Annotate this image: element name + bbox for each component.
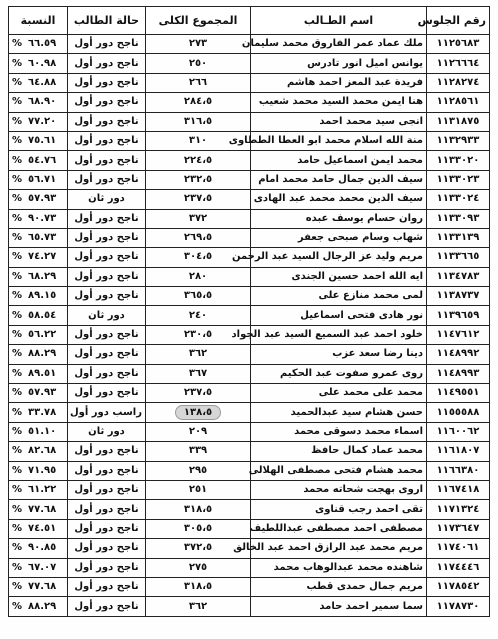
student-name-cell: سيف الدين جمال حامد محمد امام — [251, 170, 427, 189]
total-score-cell: ٢٤٠ — [146, 306, 251, 325]
percentage-value: ٧٧.٢٠ — [28, 115, 57, 127]
seat-number-cell: ١١٧٤٤٤٦ — [427, 558, 490, 577]
percentage-value: ٧١.٩٥ — [28, 464, 57, 476]
total-score-cell: ٢٧٥ — [146, 558, 251, 577]
table-row — [9, 248, 490, 267]
student-name-cell: محمد عماد كمال حافظ — [251, 442, 427, 461]
total-score-cell: ٢٣٧،٥ — [146, 384, 251, 403]
total-score-cell: ٢٦٦ — [146, 73, 251, 92]
table-row — [9, 151, 490, 170]
student-name-cell: مريم محمد عبد الرازق احمد عبد الخالق — [251, 539, 427, 558]
table-row — [9, 558, 490, 577]
percent-sign: % — [12, 232, 23, 244]
percentage-cell — [9, 112, 68, 131]
table-row — [9, 480, 490, 499]
percentage-value: ٥١.١٠ — [28, 426, 57, 437]
total-score-cell: ٣٦٢ — [146, 597, 251, 616]
seat-number-cell: ١١٦١٨٠٧ — [427, 442, 490, 461]
student-status-cell: ناجح دور أول — [68, 519, 146, 538]
student-status-cell: ناجح دور أول — [68, 287, 146, 306]
student-name-cell: محمد هشام فتحى مصطفى الهلالى — [251, 461, 427, 480]
student-status-cell: ناجح دور أول — [68, 364, 146, 383]
table-row — [9, 170, 490, 189]
percentage-cell — [9, 248, 68, 267]
header-seat-number: رقم الجلوس — [427, 7, 490, 35]
table-row — [9, 131, 490, 150]
total-score-cell: ٢٣٢،٥ — [146, 170, 251, 189]
percentage-value: ٥٨.٥٤ — [28, 309, 57, 321]
student-name-cell: منة الله اسلام محمد ابو العطا الططاوى — [251, 131, 427, 150]
total-score-cell: ٢٧٣ — [146, 35, 251, 54]
seat-number-cell: ١١٤٩٥٥١ — [427, 384, 490, 403]
student-name-cell: مصطفى احمد مصطفى عبداللطيف — [251, 519, 427, 538]
percent-sign: % — [12, 503, 23, 515]
table-row — [9, 461, 490, 480]
percentage-cell — [9, 480, 68, 499]
percentage-cell — [9, 306, 68, 325]
student-status-cell: دور ثان — [68, 190, 146, 209]
student-name-cell: محمد على محمد على — [251, 384, 427, 403]
total-score-cell: ٣٠٥،٥ — [146, 519, 251, 538]
table-row — [9, 93, 490, 112]
percentage-value: ٨٨.٢٩ — [28, 348, 57, 360]
student-status-cell: ناجح دور أول — [68, 558, 146, 577]
percentage-cell — [9, 597, 68, 616]
percent-sign: % — [12, 193, 23, 205]
student-status-cell: ناجح دور أول — [68, 112, 146, 131]
table-row — [9, 500, 490, 519]
student-status-cell: ناجح دور أول — [68, 248, 146, 267]
seat-number-cell: ١١٣٣١٣٩ — [427, 228, 490, 247]
percentage-value: ٧٤.٢٧ — [28, 251, 57, 263]
seat-number-cell: ١١٣٨٧٣٧ — [427, 287, 490, 306]
percentage-cell — [9, 325, 68, 344]
percentage-value: ٥٧.٩٣ — [28, 193, 57, 205]
seat-number-cell: ١١٦٦٣٨٠ — [427, 461, 490, 480]
table-row — [9, 228, 490, 247]
percentage-cell — [9, 500, 68, 519]
seat-number-cell: ١١٤٧٦١٢ — [427, 325, 490, 344]
student-status-cell: ناجح دور أول — [68, 228, 146, 247]
student-name-cell: سما سمير احمد حامد — [251, 597, 427, 616]
percent-sign: % — [12, 135, 23, 147]
table-row — [9, 384, 490, 403]
table-row — [9, 325, 490, 344]
student-name-cell: مريم وليد عز الرجال السيد عبد الرحمن — [251, 248, 427, 267]
seat-number-cell: ١١٣٣٦٦٥ — [427, 248, 490, 267]
total-score-cell: ٣١٨،٥ — [146, 500, 251, 519]
highlighted-total-score: ١٣٨،٥ — [175, 405, 221, 420]
percent-sign: % — [12, 38, 23, 50]
header-row — [9, 7, 490, 35]
percent-sign: % — [12, 96, 23, 108]
percent-sign: % — [12, 348, 23, 360]
percentage-cell — [9, 519, 68, 538]
seat-number-cell: ١١٢٥٦٨٣ — [427, 35, 490, 54]
total-score-cell: ٢٣٧،٥ — [146, 190, 251, 209]
total-score-cell: ٣٦٢ — [146, 345, 251, 364]
percentage-cell — [9, 54, 68, 73]
percent-sign: % — [12, 270, 23, 282]
student-status-cell: ناجح دور أول — [68, 539, 146, 558]
student-status-cell: ناجح دور أول — [68, 35, 146, 54]
student-name-cell: لمى محمد منازع على — [251, 287, 427, 306]
student-status-cell: ناجح دور أول — [68, 325, 146, 344]
percentage-cell — [9, 442, 68, 461]
percentage-cell — [9, 345, 68, 364]
percent-sign: % — [12, 542, 23, 554]
seat-number-cell: ١١٧٨٧٣٠ — [427, 597, 490, 616]
table-row — [9, 287, 490, 306]
percentage-cell — [9, 287, 68, 306]
percentage-cell — [9, 267, 68, 286]
table-row — [9, 306, 490, 325]
student-name-cell: شاهنده محمد عبدالوهاب محمد — [251, 558, 427, 577]
student-status-cell: ناجح دور أول — [68, 170, 146, 189]
percentage-value: ٦٥.٧٣ — [28, 232, 57, 244]
student-name-cell: ملك عماد عمر الفاروق محمد سليمان — [251, 35, 427, 54]
header-percentage: النسبة — [9, 7, 68, 35]
percentage-value: ٨٩.١٥ — [28, 290, 57, 302]
student-status-cell: ناجح دور أول — [68, 597, 146, 616]
student-name-cell: دينا رضا سعد عزب — [251, 345, 427, 364]
table-row — [9, 403, 490, 422]
percentage-value: ٥٦.٢٢ — [28, 329, 57, 341]
student-status-cell: ناجح دور أول — [68, 442, 146, 461]
percent-sign: % — [12, 426, 23, 437]
total-score-cell: ٢٠٩ — [146, 422, 251, 441]
percentage-value: ٦٧.٠٧ — [28, 561, 57, 573]
results-body — [9, 35, 490, 617]
percent-sign: % — [12, 173, 23, 185]
percentage-value: ٨٩.٥١ — [28, 367, 57, 379]
percent-sign: % — [12, 387, 23, 399]
percent-sign: % — [12, 76, 23, 88]
student-name-cell: حسن هشام سيد عبدالحميد — [251, 403, 427, 422]
seat-number-cell: ١١٣٣٠٢٤ — [427, 190, 490, 209]
seat-number-cell: ١١٤٨٩٩٢ — [427, 345, 490, 364]
seat-number-cell: ١١٣١٨٧٥ — [427, 112, 490, 131]
percent-sign: % — [12, 600, 23, 612]
student-name-cell: سيف الدين محمد محمد عبد الهادى — [251, 190, 427, 209]
percent-sign: % — [12, 212, 23, 224]
student-name-cell: ايه الله احمد حسين الجندى — [251, 267, 427, 286]
percentage-cell — [9, 73, 68, 92]
table-row — [9, 539, 490, 558]
student-name-cell: فريدة عبد المعز احمد هاشم — [251, 73, 427, 92]
percent-sign: % — [12, 581, 23, 593]
seat-number-cell: ١١٣٣٠٢٠ — [427, 151, 490, 170]
seat-number-cell: ١١٢٨٥٦١ — [427, 93, 490, 112]
results-sheet — [8, 6, 489, 617]
student-status-cell: ناجح دور أول — [68, 345, 146, 364]
seat-number-cell: ١١٥٥٥٨٨ — [427, 403, 490, 422]
student-status-cell: ناجح دور أول — [68, 461, 146, 480]
percentage-cell — [9, 577, 68, 596]
table-row — [9, 422, 490, 441]
percentage-value: ٧٧.٦٨ — [28, 503, 57, 515]
student-name-cell: محمد ايمن اسماعيل حامد — [251, 151, 427, 170]
percentage-value: ٦٨.٩٠ — [28, 96, 57, 108]
total-score-cell: ٢٨٤،٥ — [146, 93, 251, 112]
student-name-cell: شهاب وسام صبحى جعفر — [251, 228, 427, 247]
header-student-name: اسم الطـالب — [251, 7, 427, 35]
total-score-cell: ٢٢٤،٥ — [146, 151, 251, 170]
total-score-cell: ٢٨٠ — [146, 267, 251, 286]
percentage-cell — [9, 461, 68, 480]
student-status-cell: ناجح دور أول — [68, 577, 146, 596]
total-score-cell: ٣٣٩ — [146, 442, 251, 461]
percent-sign: % — [12, 290, 23, 302]
percentage-value: ٧٧.٦٨ — [28, 581, 57, 593]
student-name-cell: اسماء محمد دسوقى محمد — [251, 422, 427, 441]
percentage-value: ٦٦.٥٩ — [28, 38, 57, 50]
percent-sign: % — [12, 484, 23, 496]
percentage-value: ٧٤.٥١ — [28, 522, 57, 534]
table-row — [9, 35, 490, 54]
total-score-cell: ٣٦٧ — [146, 364, 251, 383]
table-row — [9, 190, 490, 209]
student-status-cell: ناجح دور أول — [68, 500, 146, 519]
student-name-cell: مريم جمال حمدى قطب — [251, 577, 427, 596]
table-row — [9, 597, 490, 616]
percent-sign: % — [12, 154, 23, 166]
percentage-value: ٥٦.٧١ — [28, 173, 57, 185]
total-score-cell: ٢٦٩،٥ — [146, 228, 251, 247]
percentage-value: ٧٥.٦١ — [28, 135, 57, 147]
total-score-cell: ٣١٦،٥ — [146, 112, 251, 131]
total-score-cell: ٢٥١ — [146, 480, 251, 499]
percentage-cell — [9, 131, 68, 150]
seat-number-cell: ١١٤٨٩٩٣ — [427, 364, 490, 383]
percent-sign: % — [12, 561, 23, 573]
student-status-cell: ناجح دور أول — [68, 209, 146, 228]
percentage-cell — [9, 151, 68, 170]
table-row — [9, 209, 490, 228]
percent-sign: % — [12, 309, 23, 321]
student-name-cell: نور هادى فتحى اسماعيل — [251, 306, 427, 325]
percentage-value: ٥٧.٩٣ — [28, 387, 57, 399]
student-status-cell: ناجح دور أول — [68, 151, 146, 170]
seat-number-cell: ١١٧١٣٢٤ — [427, 500, 490, 519]
total-score-cell: ٣٧٢،٥ — [146, 539, 251, 558]
seat-number-cell: ١١٧٤٠٦١ — [427, 539, 490, 558]
student-name-cell: تقى احمد رجب قناوى — [251, 500, 427, 519]
percentage-cell — [9, 364, 68, 383]
total-score-cell: ٢٩٥ — [146, 461, 251, 480]
table-row — [9, 519, 490, 538]
student-status-cell: ناجح دور أول — [68, 384, 146, 403]
total-score-cell: ٣١٠ — [146, 131, 251, 150]
seat-number-cell: ١١٧٣٦٤٧ — [427, 519, 490, 538]
seat-number-cell: ١١٣٤٧٨٣ — [427, 267, 490, 286]
percent-sign: % — [12, 464, 23, 476]
percentage-cell — [9, 384, 68, 403]
percentage-cell — [9, 422, 68, 441]
student-name-cell: خلود احمد عبد السميع السيد عبد الجواد — [251, 325, 427, 344]
student-name-cell: انجى سيد محمد احمد — [251, 112, 427, 131]
percentage-value: ٩٠.٨٥ — [28, 542, 57, 554]
percentage-cell — [9, 539, 68, 558]
table-row — [9, 442, 490, 461]
seat-number-cell: ١١٣٢٩٣٣ — [427, 131, 490, 150]
percent-sign: % — [12, 57, 23, 69]
student-name-cell: اروى بهجت شحاته محمد — [251, 480, 427, 499]
student-status-cell: ناجح دور أول — [68, 267, 146, 286]
percentage-cell — [9, 190, 68, 209]
seat-number-cell: ١١٢٦٦٦٤ — [427, 54, 490, 73]
seat-number-cell: ١١٦٧٤١٨ — [427, 480, 490, 499]
percentage-cell — [9, 558, 68, 577]
total-score-cell: ٣٧٢ — [146, 209, 251, 228]
percentage-value: ٣٣.٧٨ — [28, 406, 57, 418]
percentage-cell — [9, 403, 68, 422]
percentage-cell — [9, 209, 68, 228]
seat-number-cell: ١١٦٠٠٦٢ — [427, 422, 490, 441]
percent-sign: % — [12, 406, 23, 418]
results-table — [8, 6, 490, 617]
percentage-value: ٨٢.٦٨ — [28, 445, 57, 457]
total-score-cell: ٢٣٠،٥ — [146, 325, 251, 344]
student-name-cell: هنا ايمن محمد السيد محمد شعيب — [251, 93, 427, 112]
percentage-cell — [9, 228, 68, 247]
percentage-value: ٦٠.٩٨ — [28, 57, 57, 69]
student-status-cell: ناجح دور أول — [68, 131, 146, 150]
student-status-cell: ناجح دور أول — [68, 480, 146, 499]
table-row — [9, 73, 490, 92]
student-name-cell: يوانس اميل انور تادرس — [251, 54, 427, 73]
percent-sign: % — [12, 329, 23, 341]
student-status-cell: ناجح دور أول — [68, 73, 146, 92]
percentage-value: ٨٨.٢٩ — [28, 600, 57, 612]
percent-sign: % — [12, 522, 23, 534]
student-name-cell: روان حسام يوسف عبده — [251, 209, 427, 228]
table-row — [9, 364, 490, 383]
total-score-cell: ٣٠٤،٥ — [146, 248, 251, 267]
total-score-cell: ٢٥٠ — [146, 54, 251, 73]
seat-number-cell: ١١٣٣٠٢٣ — [427, 170, 490, 189]
percentage-cell — [9, 93, 68, 112]
percentage-cell — [9, 170, 68, 189]
table-row — [9, 54, 490, 73]
seat-number-cell: ١١٣٩٦٥٩ — [427, 306, 490, 325]
table-row — [9, 112, 490, 131]
total-score-cell — [146, 403, 251, 422]
total-score-cell: ٣٦٥،٥ — [146, 287, 251, 306]
percentage-value: ٦٨.٢٩ — [28, 270, 57, 282]
header-student-status: حالة الطالب — [68, 7, 146, 35]
percent-sign: % — [12, 445, 23, 457]
header-total-score: المجموع الكلى — [146, 7, 251, 35]
percent-sign: % — [12, 251, 23, 263]
percentage-cell — [9, 35, 68, 54]
student-status-cell: دور ثان — [68, 306, 146, 325]
percentage-value: ٦١.٢٢ — [28, 484, 57, 496]
percentage-value: ٦٤.٨٨ — [28, 76, 57, 88]
student-status-cell: ناجح دور أول — [68, 54, 146, 73]
seat-number-cell: ١١٧٨٥٤٢ — [427, 577, 490, 596]
percentage-value: ٥٤.٧٦ — [28, 154, 57, 166]
total-score-cell: ٣١٨،٥ — [146, 577, 251, 596]
percentage-value: ٩٠.٧٣ — [28, 212, 57, 224]
table-row — [9, 577, 490, 596]
student-status-cell: دور ثان — [68, 422, 146, 441]
table-row — [9, 345, 490, 364]
percent-sign: % — [12, 115, 23, 127]
student-status-cell: ناجح دور أول — [68, 93, 146, 112]
student-status-cell: راسب دور أول — [68, 403, 146, 422]
seat-number-cell: ١١٢٨٢٧٤ — [427, 73, 490, 92]
percent-sign: % — [12, 367, 23, 379]
table-row — [9, 267, 490, 286]
student-name-cell: روى عمرو صفوت عبد الحكيم — [251, 364, 427, 383]
seat-number-cell: ١١٣٣٠٩٣ — [427, 209, 490, 228]
